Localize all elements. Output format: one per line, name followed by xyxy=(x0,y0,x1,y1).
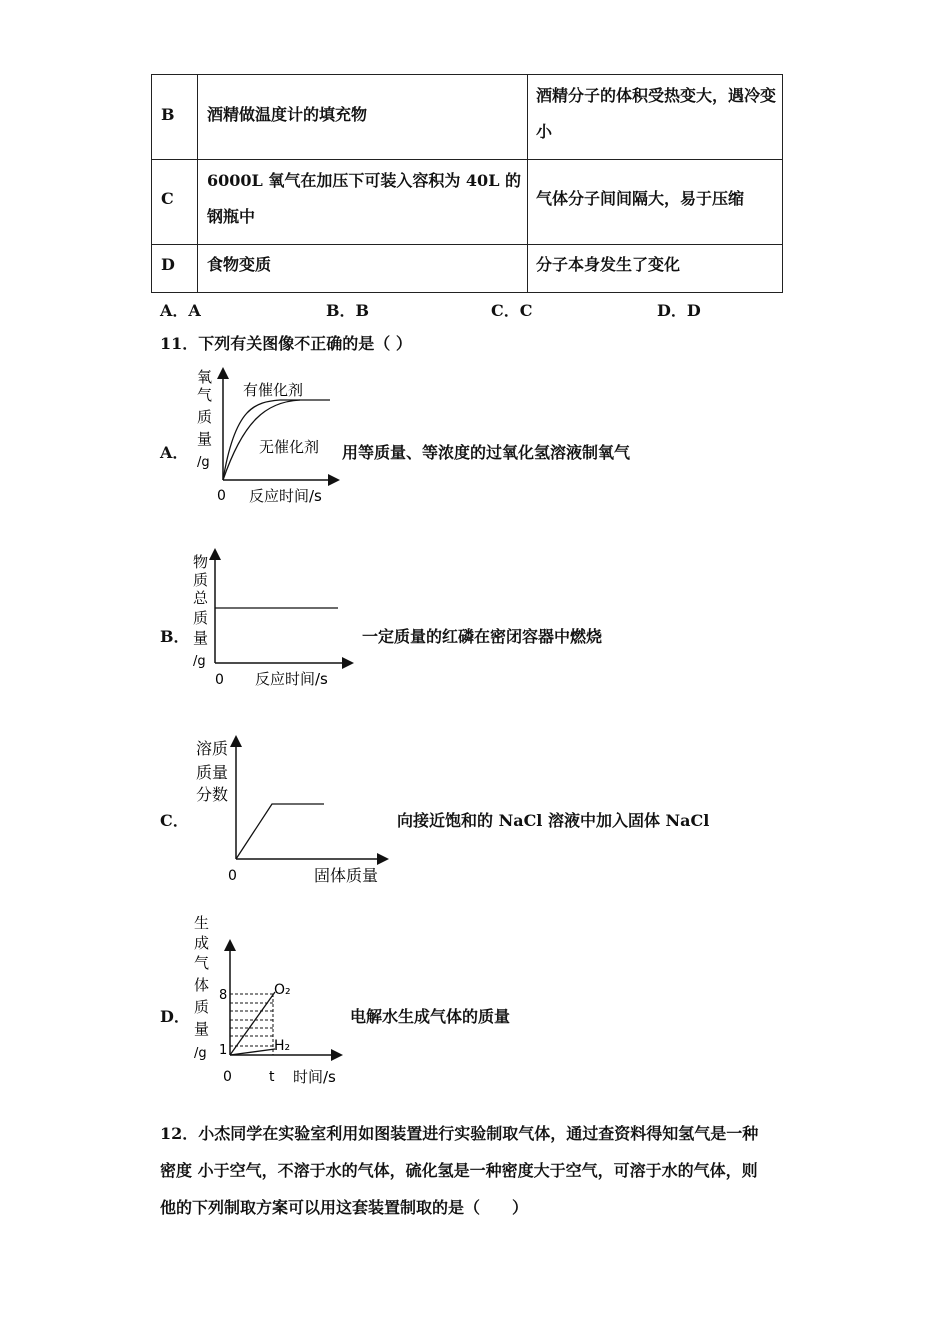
y-label: 量 xyxy=(193,629,209,647)
paragraph-line: 他的下列制取方案可以用这套装置制取的是（ ） xyxy=(160,1198,529,1217)
y-tick: 1 xyxy=(219,1043,228,1058)
option-text: 电解水生成气体的质量 xyxy=(350,1007,511,1026)
y-label: 成 xyxy=(194,934,210,952)
option-letter: A． xyxy=(160,443,189,462)
option-d: D．D xyxy=(657,301,701,320)
y-label: 质 xyxy=(193,609,209,627)
series-label: H₂ xyxy=(274,1038,291,1054)
y-label: 气 xyxy=(194,954,210,972)
table-row-label: C xyxy=(161,189,174,208)
y-label: 量 xyxy=(194,1020,210,1038)
paragraph-line: 12．小杰同学在实验室利用如图装置进行实验制取气体，通过查资料得知氢气是一种 xyxy=(160,1124,759,1143)
y-label: 分数 xyxy=(196,785,229,804)
option-text: 向接近饱和的 NaCl 溶液中加入固体 NaCl xyxy=(397,811,710,830)
y-label: 物 xyxy=(193,553,209,571)
graph-b xyxy=(185,545,355,693)
table-cell-explanation: 分子本身发生了变化 xyxy=(536,255,681,274)
option-text: 用等质量、等浓度的过氧化氢溶液制氧气 xyxy=(342,443,631,462)
table-row-label: D xyxy=(161,255,175,274)
origin-label: 0 xyxy=(217,488,226,504)
x-label: 固体质量 xyxy=(314,866,379,885)
option-letter: D． xyxy=(160,1007,190,1026)
y-label: 量 xyxy=(197,430,213,448)
option-a: A．A xyxy=(160,301,201,320)
y-tick: 8 xyxy=(219,988,228,1003)
y-label: /g xyxy=(197,455,210,470)
option-b: B．B xyxy=(326,301,370,320)
y-label: 体 xyxy=(194,976,210,994)
graph-d xyxy=(185,912,350,1090)
question-11-stem: 11．下列有关图像不正确的是（ ） xyxy=(160,334,412,353)
y-label: 质 xyxy=(197,408,213,426)
curve-label: 无催化剂 xyxy=(259,438,320,456)
table-cell-explanation: 气体分子间间隔大，易于压缩 xyxy=(536,189,745,208)
x-label: 反应时间/s xyxy=(249,487,322,505)
series-label: O₂ xyxy=(274,982,291,998)
y-label: 总 xyxy=(193,589,209,607)
origin-label: 0 xyxy=(228,868,237,884)
curve-label: 有催化剂 xyxy=(243,381,304,399)
y-label: 质 xyxy=(194,998,210,1016)
x-label: 时间/s xyxy=(293,1068,336,1086)
y-label: 生 xyxy=(194,914,210,932)
y-label: 质 xyxy=(193,571,209,589)
option-letter: C． xyxy=(160,811,189,830)
table-cell-fact: 食物变质 xyxy=(207,255,272,274)
question-12-stem xyxy=(160,1115,790,1226)
origin-label: 0 xyxy=(215,672,224,688)
y-label: 溶质 xyxy=(196,739,229,758)
option-text: 一定质量的红磷在密闭容器中燃烧 xyxy=(362,627,603,646)
table-row-label: B xyxy=(161,105,175,124)
x-tick: t xyxy=(269,1069,275,1085)
y-label: 质量 xyxy=(196,763,229,782)
graph-c xyxy=(190,730,390,892)
y-label: /g xyxy=(193,654,206,669)
table-cell-fact: 6000L 氧气在加压下可装入容积为 40L 的钢瓶中 xyxy=(207,171,522,226)
table-cell-explanation: 酒精分子的体积受热变大，遇冷变小 xyxy=(536,86,777,141)
y-label: 氧 xyxy=(197,368,213,386)
option-c: C．C xyxy=(491,301,533,320)
paragraph-line: 密度 小于空气，不溶于水的气体，硫化氢是一种密度大于空气，可溶于水的气体，则 xyxy=(160,1161,758,1180)
table-cell-fact: 酒精做温度计的填充物 xyxy=(207,105,368,124)
x-label: 反应时间/s xyxy=(255,670,328,688)
option-letter: B． xyxy=(160,627,190,646)
graph-a xyxy=(185,362,345,510)
comparison-table xyxy=(151,74,783,293)
origin-label: 0 xyxy=(223,1069,232,1085)
y-label: /g xyxy=(194,1046,207,1061)
y-label: 气 xyxy=(197,386,213,404)
